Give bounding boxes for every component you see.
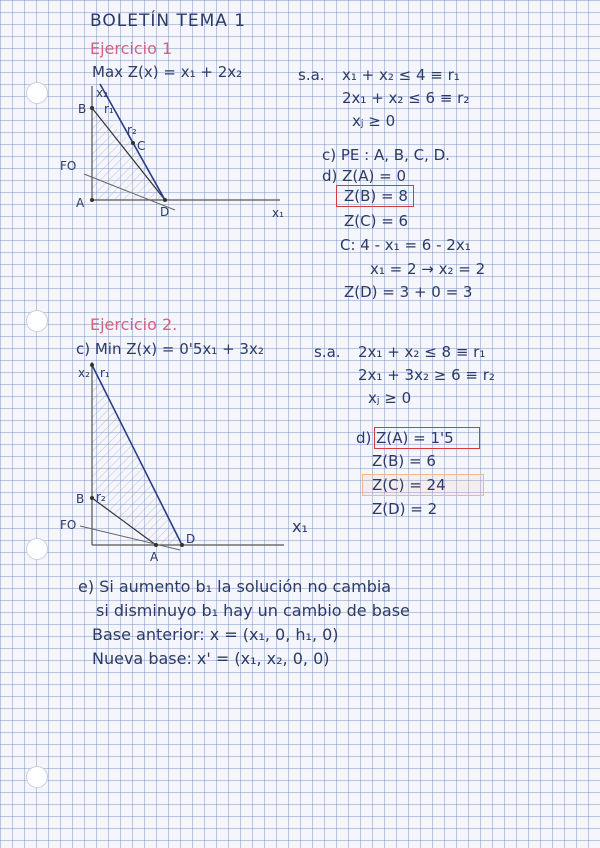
exercise-2-constraint: 2x₁ + 3x₂ ≥ 6 ≡ r₂ <box>358 366 495 384</box>
graph-label: D <box>160 205 170 219</box>
graph-label: B <box>76 492 85 506</box>
graph-label: FO <box>60 159 77 173</box>
graph-label: FO <box>60 518 77 532</box>
page-title: BOLETÍN TEMA 1 <box>90 11 247 31</box>
exercise-2-objective: c) Min Z(x) = 0'5x₁ + 3x₂ <box>76 340 264 358</box>
exercise-2-answer-d: Z(B) = 6 <box>372 452 436 470</box>
graph-label: r₁ <box>100 366 110 380</box>
exercise-1-answer-d: Z(B) = 8 <box>344 187 408 205</box>
exercise-1-constraint: x₁ + x₂ ≤ 4 ≡ r₁ <box>342 66 460 84</box>
part-e-line: Base anterior: x = (x₁, 0, h₁, 0) <box>92 625 339 644</box>
exercise-2-sa: s.a. <box>314 343 341 361</box>
graph-label: B <box>78 102 87 116</box>
graph-label: r₁ <box>104 102 114 116</box>
graph-label: r₂ <box>127 123 137 137</box>
exercise-1-answer-d: Z(D) = 3 + 0 = 3 <box>344 283 473 301</box>
exercise-1-constraint: xⱼ ≥ 0 <box>352 112 396 130</box>
graph-label: D <box>186 532 196 546</box>
graph-label: x₂ <box>78 366 90 380</box>
exercise-1-answer-d: x₁ = 2 → x₂ = 2 <box>370 260 486 278</box>
exercise-1-answer-d: Z(C) = 6 <box>344 212 409 230</box>
part-e-line: si disminuyo b₁ hay un cambio de base <box>96 601 410 620</box>
exercise-1-objective: Max Z(x) = x₁ + 2x₂ <box>92 63 243 81</box>
exercise-2-constraint: 2x₁ + x₂ ≤ 8 ≡ r₁ <box>358 343 486 361</box>
graph-label: x₂ <box>96 86 108 100</box>
exercise-1-heading: Ejercicio 1 <box>90 39 173 58</box>
point-b <box>90 496 94 500</box>
exercise-1-constraint: 2x₁ + x₂ ≤ 6 ≡ r₂ <box>342 89 470 107</box>
part-e-line: e) Si aumento b₁ la solución no cambia <box>78 577 392 596</box>
exercise-1-answer-d: d) Z(A) = 0 <box>322 167 407 185</box>
exercise-2-answer-d: Z(C) = 24 <box>372 476 446 494</box>
exercise-1-answer-d: C: 4 - x₁ = 6 - 2x₁ <box>340 236 471 254</box>
point-c <box>90 363 94 367</box>
part-e-line: Nueva base: x' = (x₁, x₂, 0, 0) <box>92 649 330 668</box>
exercise-2-constraint: xⱼ ≥ 0 <box>368 389 412 407</box>
exercise-1-sa: s.a. <box>298 66 325 84</box>
exercise-2-answer-d: d) Z(A) = 1'5 <box>356 429 454 447</box>
graph-label: A <box>150 550 159 564</box>
graph-label: x₁ <box>272 206 284 220</box>
point-d <box>180 543 184 547</box>
graph-label: A <box>76 196 85 210</box>
exercise-2-heading: Ejercicio 2. <box>90 315 178 334</box>
exercise-2-answer-d: Z(D) = 2 <box>372 500 438 518</box>
point-a <box>154 543 158 547</box>
exercise-1-answer-c: c) PE : A, B, C, D. <box>322 146 450 164</box>
graph-label: x₁ <box>292 517 308 536</box>
graph-label: r₂ <box>96 490 106 504</box>
graph-label: C <box>137 139 146 153</box>
